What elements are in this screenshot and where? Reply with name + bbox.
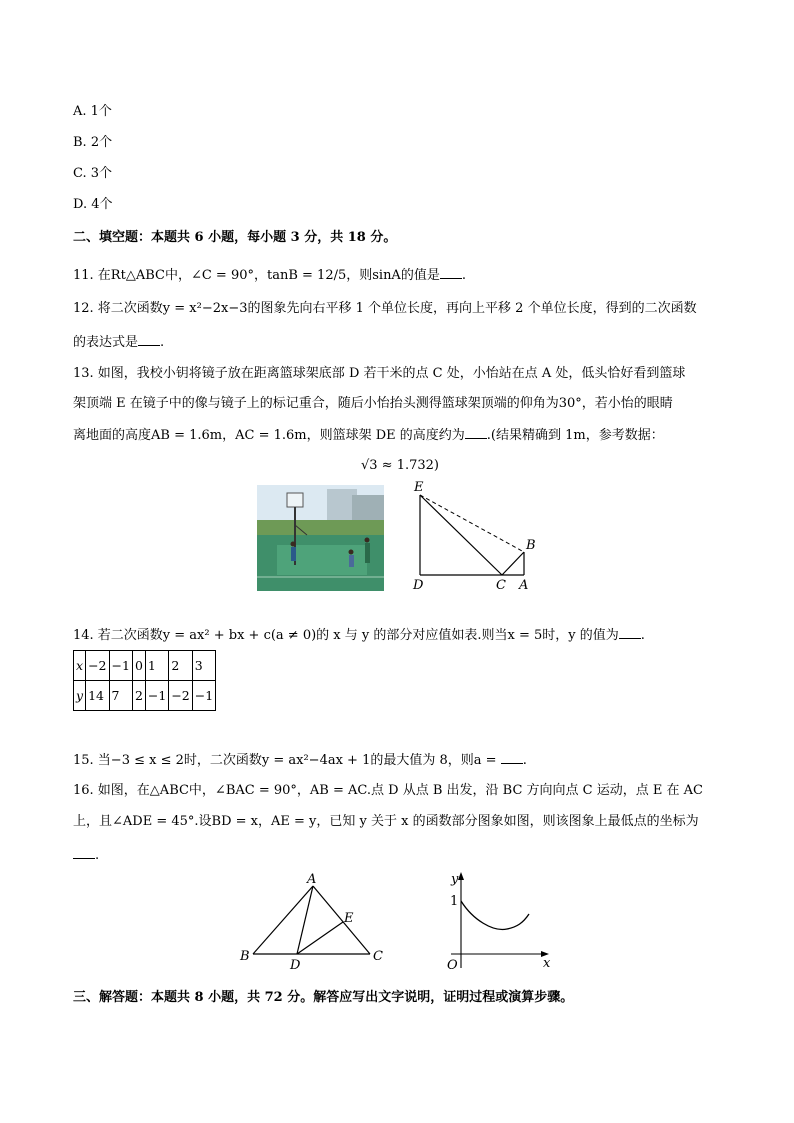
table-cell: −1 bbox=[145, 681, 168, 711]
segment-cb bbox=[502, 552, 524, 575]
label-e: E bbox=[344, 911, 354, 926]
label-e: E bbox=[414, 480, 424, 495]
label-x: x bbox=[543, 956, 551, 971]
answer-blank bbox=[440, 266, 462, 279]
punctuation: . bbox=[461, 268, 466, 283]
label-y: y bbox=[451, 872, 459, 887]
answer-blank bbox=[465, 426, 487, 439]
table-cell: 2 bbox=[132, 681, 145, 711]
punctuation: . bbox=[95, 848, 100, 863]
option-a: A. 1个 bbox=[73, 104, 112, 119]
label-origin: O bbox=[447, 958, 458, 973]
question-14 bbox=[73, 626, 645, 644]
table-cell: 7 bbox=[109, 681, 132, 711]
table-cell: −2 bbox=[169, 681, 192, 711]
label-one: 1 bbox=[450, 894, 459, 909]
answer-blank bbox=[619, 626, 641, 639]
label-b: B bbox=[240, 949, 250, 964]
question-12-line1: 12. 将二次函数y = x²−2x−3的图象先向右平移 1 个单位长度，再向上平移 2 个单位长度，得到的二次函数 bbox=[73, 301, 697, 316]
question-12-text: 的表达式是 bbox=[73, 335, 139, 350]
answer-blank bbox=[73, 846, 95, 859]
table-cell: 14 bbox=[86, 681, 109, 711]
option-b: B. 2个 bbox=[73, 135, 113, 150]
question-16-line3 bbox=[73, 846, 99, 864]
option-d: D. 4个 bbox=[73, 197, 113, 212]
section3-header: 三、解答题：本题共 8 小题，共 72 分。解答应写出文字说明，证明过程或演算步骤。 bbox=[73, 990, 574, 1005]
question-13-reference: √3 ≈ 1.732) bbox=[361, 458, 439, 473]
table-cell: y bbox=[74, 681, 86, 711]
table-cell: −1 bbox=[192, 681, 215, 711]
table-cell: 1 bbox=[145, 651, 168, 681]
label-d: D bbox=[413, 578, 424, 593]
question-13-text: 离地面的高度AB = 1.6m，AC = 1.6m，则篮球架 DE 的高度约为 bbox=[73, 428, 465, 443]
function-curve bbox=[461, 901, 529, 929]
question-16-line2: 上，且∠ADE = 45°.设BD = x，AE = y，已知 y 关于 x 的函数部分图象如图，则该图象上最低点的坐标为 bbox=[73, 814, 699, 829]
question-13-line3 bbox=[73, 426, 664, 444]
side-ac bbox=[313, 886, 370, 954]
label-a: A bbox=[307, 872, 317, 887]
question-14-text: 14. 若二次函数y = ax² + bx + c(a ≠ 0)的 x 与 y 的部分对应值如表.则当x = 5时，y 的值为 bbox=[73, 628, 619, 643]
question-15 bbox=[73, 751, 527, 769]
label-c: C bbox=[496, 578, 506, 593]
table-cell: −1 bbox=[109, 651, 132, 681]
value-table bbox=[73, 650, 216, 711]
answer-blank bbox=[138, 333, 160, 346]
punctuation: . bbox=[640, 628, 645, 643]
table-cell: 2 bbox=[169, 651, 192, 681]
basketball-court-photo bbox=[257, 485, 384, 591]
table-cell: x bbox=[74, 651, 86, 681]
question-11 bbox=[73, 266, 466, 284]
question-16-line1: 16. 如图，在△ABC中，∠BAC = 90°，AB = AC.点 D 从点 B 出发，沿 BC 方向向点 C 运动，点 E 在 AC bbox=[73, 783, 703, 798]
table-cell: 0 bbox=[132, 651, 145, 681]
label-a: A bbox=[519, 578, 529, 593]
punctuation: . bbox=[160, 335, 165, 350]
table-row bbox=[74, 681, 216, 711]
question-12-line2 bbox=[73, 333, 164, 351]
sight-line-be bbox=[420, 495, 524, 552]
label-b: B bbox=[526, 538, 536, 553]
question-13-tail: .(结果精确到 1m，参考数据： bbox=[486, 428, 664, 443]
label-d: D bbox=[290, 958, 301, 970]
question-16-graph bbox=[443, 868, 555, 974]
segment-ec bbox=[420, 495, 502, 575]
label-c: C bbox=[373, 949, 383, 964]
answer-blank bbox=[501, 751, 523, 764]
question-13-line2: 架顶端 E 在镜子中的像与镜子上的标记重合，随后小怡抬头测得篮球架顶端的仰角为30°，若小怡的眼睛 bbox=[73, 396, 673, 411]
y-axis-arrow-icon bbox=[458, 872, 464, 880]
table-cell: −2 bbox=[86, 651, 109, 681]
question-13-figure bbox=[408, 476, 543, 594]
question-11-text: 11. 在Rt△ABC中，∠C = 90°，tanB = 12/5，则sinA的值是 bbox=[73, 268, 440, 283]
question-15-text: 15. 当−3 ≤ x ≤ 2时，二次函数y = ax²−4ax + 1的最大值为 8，则a = bbox=[73, 753, 497, 768]
section2-header: 二、填空题：本题共 6 小题，每小题 3 分，共 18 分。 bbox=[73, 230, 397, 245]
punctuation: . bbox=[522, 753, 527, 768]
table-cell: 3 bbox=[192, 651, 215, 681]
option-c: C. 3个 bbox=[73, 166, 113, 181]
segment-ad bbox=[297, 886, 313, 954]
side-ab bbox=[253, 886, 313, 954]
question-16-triangle bbox=[237, 872, 387, 970]
table-row bbox=[74, 651, 216, 681]
question-13-line1: 13. 如图，我校小钥将镜子放在距离篮球架底部 D 若干米的点 C 处，小怡站在点 A 处，低头恰好看到篮球 bbox=[73, 366, 686, 381]
